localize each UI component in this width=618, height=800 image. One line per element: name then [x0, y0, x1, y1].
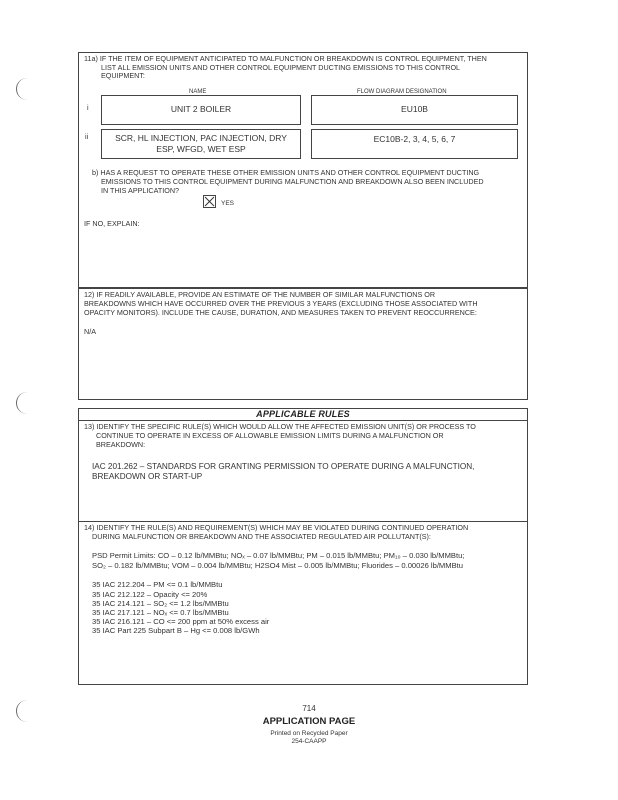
rule-limit-item: 35 IAC 216.121 – CO <= 200 ppm at 50% excess air — [92, 617, 270, 626]
yes-label: YES — [221, 200, 235, 207]
rule-limit-item: 35 IAC 217.121 – NOₓ <= 0.7 lbs/MMBtu — [92, 608, 229, 617]
rule-limit-item: 35 IAC 214.121 – SO₂ <= 1.2 lbs/MMBtu — [92, 599, 229, 608]
punch-hole-mark — [16, 78, 31, 100]
column-header-flow-diagram: FLOW DIAGRAM DESIGNATION — [357, 89, 447, 95]
checkmark-x-icon — [204, 196, 215, 207]
row-number: ii — [85, 132, 89, 141]
q14-line1: 14) IDENTIFY THE RULE(S) AND REQUIREMENT(S) WHICH MAY BE VIOLATED DURING CONTINUED OPERATION — [84, 523, 469, 532]
q13-line2: CONTINUE TO OPERATE IN EXCESS OF ALLOWABLE EMISSION LIMITS DURING A MALFUNCTION OR — [96, 431, 444, 440]
q13-answer-line2: BREAKDOWN OR START-UP — [92, 472, 203, 481]
q11a-line1: 11a) IF THE ITEM OF EQUIPMENT ANTICIPATED TO MALFUNCTION OR BREAKDOWN IS CONTROL EQUIPMENT, THEN — [84, 54, 487, 63]
psd-limits-line1: PSD Permit Limits: CO – 0.12 lb/MMBtu; NOₓ – 0.07 lb/MMBtu; PM – 0.015 lb/MMBtu; PM₁₀ – 0.030 lb/MMBtu; — [92, 551, 465, 560]
psd-limits-line2: SO₂ – 0.182 lb/MMBtu; VOM – 0.004 lb/MMBtu; H2SO4 Mist – 0.005 lb/MMBtu; Fluorides – 0.00026 lb/MMBtu — [92, 561, 463, 570]
q11b-line2: EMISSIONS TO THIS CONTROL EQUIPMENT DURING MALFUNCTION AND BREAKDOWN ALSO BEEN INCLUDED — [101, 177, 484, 186]
rule-limit-item: 35 IAC 212.204 – PM <= 0.1 lb/MMBtu — [92, 580, 223, 589]
flow-designation-value: EC10B-2, 3, 4, 5, 6, 7 — [373, 134, 456, 144]
column-header-name: NAME — [189, 89, 207, 95]
q12-line2: BREAKDOWNS WHICH HAVE OCCURRED OVER THE PREVIOUS 3 YEARS (EXCLUDING THOSE ASSOCIATED WITH — [84, 299, 478, 308]
page-number: 714 — [302, 704, 316, 713]
row-number: i — [87, 103, 89, 112]
q11b-line3: IN THIS APPLICATION? — [101, 186, 180, 195]
footer-printed: Printed on Recycled Paper — [270, 730, 348, 737]
punch-hole-mark — [16, 392, 31, 414]
q11b-line1: b) HAS A REQUEST TO OPERATE THESE OTHER EMISSION UNITS AND OTHER CONTROL EQUIPMENT DUCTING — [92, 168, 480, 177]
q13-line1: 13) IDENTIFY THE SPECIFIC RULE(S) WHICH WOULD ALLOW THE AFFECTED EMISSION UNIT(S) OR PROCESS TO — [84, 422, 476, 431]
yes-checkbox[interactable] — [203, 195, 216, 208]
flow-designation-value: EU10B — [401, 104, 428, 114]
q12-answer: N/A — [84, 327, 96, 336]
q12-line3: OPACITY MONITORS). INCLUDE THE CAUSE, DURATION, AND MEASURES TAKEN TO PREVENT REOCCURRENCE: — [84, 308, 477, 317]
if-no-explain-label: IF NO, EXPLAIN: — [84, 219, 140, 228]
q11a-line3: EQUIPMENT: — [101, 71, 145, 80]
footer-title: APPLICATION PAGE — [262, 716, 356, 727]
q13-answer-line1: IAC 201.262 – STANDARDS FOR GRANTING PERMISSION TO OPERATE DURING A MALFUNCTION, — [92, 462, 475, 471]
rule-limit-item: 35 IAC 212.122 – Opacity <= 20% — [92, 590, 208, 599]
applicable-rules-title: APPLICABLE RULES — [256, 409, 350, 419]
equipment-name-value: UNIT 2 BOILER — [170, 104, 232, 114]
equipment-name-value: ESP, WFGD, WET ESP — [156, 144, 246, 154]
q12-line1: 12) IF READILY AVAILABLE, PROVIDE AN ESTIMATE OF THE NUMBER OF SIMILAR MALFUNCTIONS OR — [84, 290, 436, 299]
q14-line2: DURING MALFUNCTION OR BREAKDOWN AND THE ASSOCIATED REGULATED AIR POLLUTANT(S): — [92, 532, 431, 541]
rule-limit-item: 35 IAC Part 225 Subpart B – Hg <= 0.008 lb/GWh — [92, 626, 260, 635]
equipment-name-value: SCR, HL INJECTION, PAC INJECTION, DRY — [115, 133, 287, 143]
q11a-line2: LIST ALL EMISSION UNITS AND OTHER CONTROL EQUIPMENT DUCTING EMISSIONS TO THIS CONTROL — [101, 63, 461, 72]
q13-line3: BREAKDOWN: — [96, 440, 146, 449]
footer-form-code: 254-CAAPP — [291, 738, 327, 745]
